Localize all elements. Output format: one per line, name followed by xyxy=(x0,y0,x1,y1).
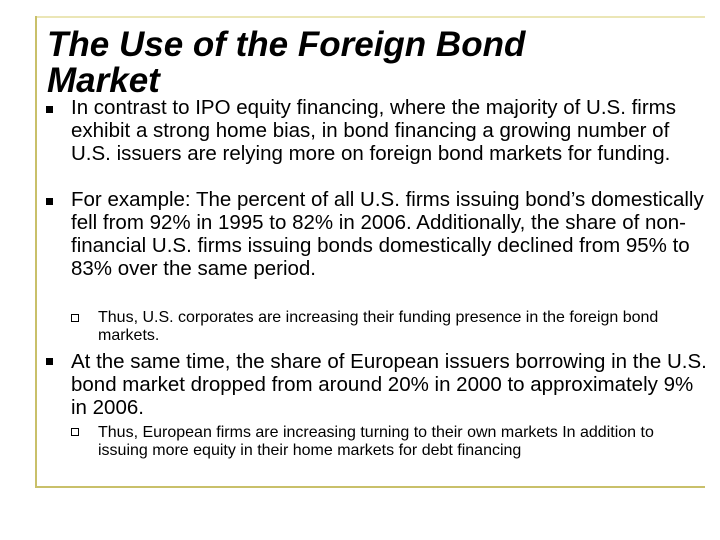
bullet-marker xyxy=(46,192,53,210)
sub-bullet-text-2: Thus, European firms are increasing turning to their own markets In addition to issuing more equity in their home markets for debt financing xyxy=(98,424,654,459)
bullet-text-1: In contrast to IPO equity financing, where the majority of U.S. firms exhibit a strong home bias, in bond financing a growing number of U.S. issuers are relying more on foreign bond markets for funding. xyxy=(71,96,677,165)
bullet-marker xyxy=(46,352,53,370)
bullet-marker xyxy=(46,100,53,118)
sub-bullet-marker xyxy=(71,428,79,436)
left-rule xyxy=(35,16,37,488)
top-rule xyxy=(35,16,705,18)
sub-bullet-text-1: Thus, U.S. corporates are increasing their funding presence in the foreign bond markets. xyxy=(98,309,659,344)
bullet-text-3: At the same time, the share of European issuers borrowing in the U.S. bond market dropped from around 20% in 2000 to approximately 9% in 2006. xyxy=(71,350,707,419)
slide-title: The Use of the Foreign Bond Market xyxy=(47,25,526,100)
sub-bullet-marker xyxy=(71,314,79,322)
bullet-text-2: For example: The percent of all U.S. firms issuing bond’s domestically fell from 92% in 1995 to 82% in 2006. Additionally, the share of non-financial U.S. firms issuing bonds domestically declined from 95% to 83% over the same period. xyxy=(71,188,704,280)
bottom-rule xyxy=(35,486,705,488)
